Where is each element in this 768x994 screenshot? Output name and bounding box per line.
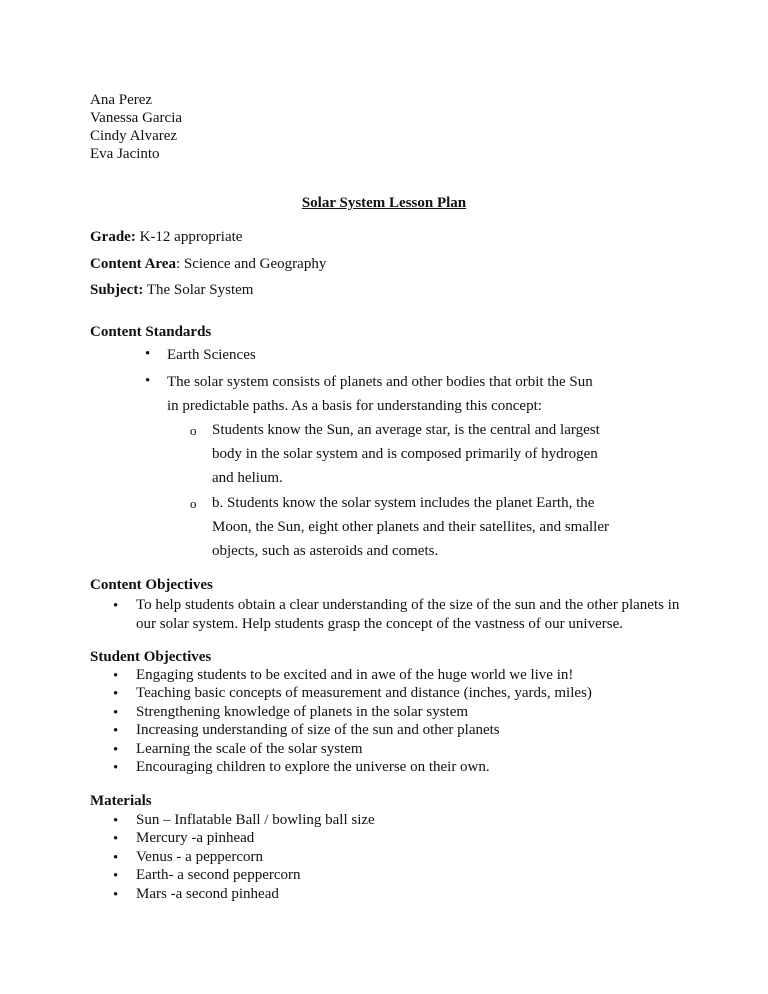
list-item: The solar system consists of planets and other bodies that orbit the Sun in predictable paths. As a basis for understanding this concept: xyxy=(167,374,593,414)
bullet-icon: • xyxy=(113,831,119,847)
list-item: Sun – Inflatable Ball / bowling ball size xyxy=(136,812,375,828)
author-name: Cindy Alvarez xyxy=(90,128,178,144)
content-standards-heading: Content Standards xyxy=(90,324,212,340)
materials-heading: Materials xyxy=(90,793,152,809)
list-item: Teaching basic concepts of measurement and distance (inches, yards, miles) xyxy=(136,685,592,701)
grade-label: Grade: xyxy=(90,229,136,245)
grade-line xyxy=(90,229,242,246)
list-item: Mercury -a pinhead xyxy=(136,830,255,846)
bullet-icon: • xyxy=(113,813,119,829)
bullet-icon: • xyxy=(113,760,119,776)
bullet-icon: • xyxy=(113,742,119,758)
bullet-icon: • xyxy=(113,598,119,614)
list-item: To help students obtain a clear understanding of the size of the sun and the other planets in our solar system. Help students grasp the concept of the vastness of our universe. xyxy=(136,597,680,632)
bullet-icon: • xyxy=(113,705,119,721)
bullet-icon: • xyxy=(113,850,119,866)
content-area-value: : Science and Geography xyxy=(175,256,327,272)
list-item: Encouraging children to explore the universe on their own. xyxy=(136,759,490,775)
bullet-icon: • xyxy=(145,346,151,362)
sub-list-item: Students know the Sun, an average star, is the central and largest body in the solar system and is composed primarily of hydrogen and helium. xyxy=(212,422,600,486)
bullet-icon: • xyxy=(113,887,119,903)
content-area-label: Content Area xyxy=(90,256,176,272)
circle-bullet-icon: o xyxy=(190,496,197,511)
subject-line xyxy=(90,282,253,299)
subject-label: Subject: xyxy=(90,282,144,298)
list-item: Engaging students to be excited and in awe of the huge world we live in! xyxy=(136,667,574,683)
bullet-icon: • xyxy=(113,723,119,739)
content-objectives-heading: Content Objectives xyxy=(90,577,213,593)
bullet-icon: • xyxy=(113,686,119,702)
author-name: Eva Jacinto xyxy=(90,146,160,162)
list-item: Increasing understanding of size of the sun and other planets xyxy=(136,722,500,738)
list-item: Earth- a second peppercorn xyxy=(136,867,301,883)
student-objectives-heading: Student Objectives xyxy=(90,649,212,665)
circle-bullet-icon: o xyxy=(190,423,197,438)
author-list xyxy=(90,91,182,163)
document-title-row xyxy=(0,195,768,212)
sub-list-item: b. Students know the solar system includes the planet Earth, the Moon, the Sun, eight other planets and their satellites, and smaller objects, such as asteroids and comets. xyxy=(212,495,609,559)
author-name: Ana Perez xyxy=(90,92,153,108)
list-item: Mars -a second pinhead xyxy=(136,886,279,902)
content-area-line xyxy=(90,256,326,273)
list-item: Strengthening knowledge of planets in the solar system xyxy=(136,704,469,720)
bullet-icon: • xyxy=(145,373,151,389)
author-name: Vanessa Garcia xyxy=(90,110,183,126)
document-title: Solar System Lesson Plan xyxy=(301,195,467,211)
list-item: Learning the scale of the solar system xyxy=(136,741,363,757)
bullet-icon: • xyxy=(113,868,119,884)
bullet-icon: • xyxy=(113,668,119,684)
grade-value: K-12 appropriate xyxy=(135,229,243,245)
list-item: Earth Sciences xyxy=(167,347,256,363)
subject-value: The Solar System xyxy=(143,282,254,298)
list-item: Venus - a peppercorn xyxy=(136,849,264,865)
